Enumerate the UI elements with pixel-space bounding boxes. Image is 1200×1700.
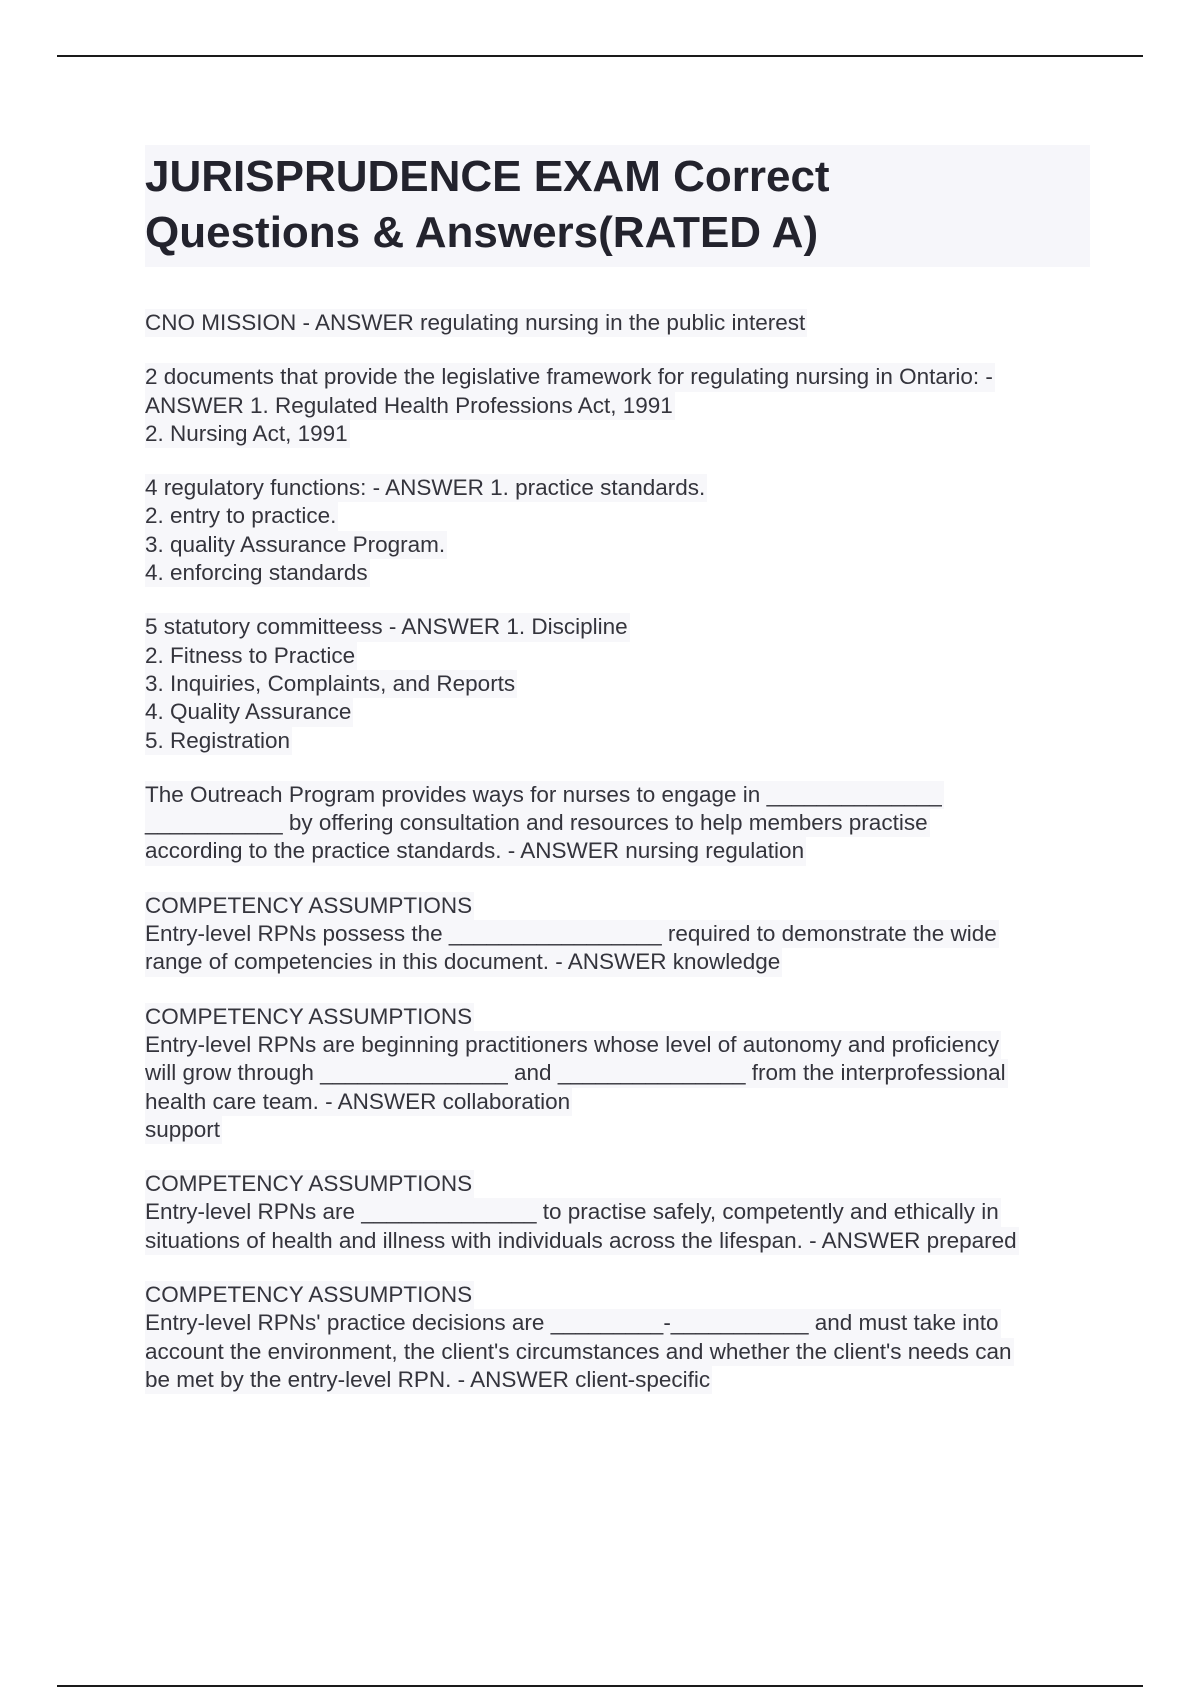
qa-line: situations of health and illness with individuals across the lifespan. - ANSWER prepared xyxy=(145,1227,1019,1255)
qa-line: COMPETENCY ASSUMPTIONS xyxy=(145,1170,474,1198)
qa-line: be met by the entry-level RPN. - ANSWER client-specific xyxy=(145,1366,712,1394)
qa-line: Entry-level RPNs are ______________ to practise safely, competently and ethically in xyxy=(145,1198,1001,1226)
qa-line: 2 documents that provide the legislative framework for regulating nursing in Ontario: - xyxy=(145,363,995,391)
qa-line: will grow through _______________ and _______________ from the interprofessional xyxy=(145,1059,1008,1087)
qa-line: 3. quality Assurance Program. xyxy=(145,531,447,559)
qa-line: according to the practice standards. - ANSWER nursing regulation xyxy=(145,837,806,865)
qa-line: COMPETENCY ASSUMPTIONS xyxy=(145,1281,474,1309)
qa-line: ___________ by offering consultation and resources to help members practise xyxy=(145,809,930,837)
qa-line: health care team. - ANSWER collaboration xyxy=(145,1088,572,1116)
qa-line: Entry-level RPNs are beginning practitioners whose level of autonomy and proficiency xyxy=(145,1031,1001,1059)
qa-statutory-committees xyxy=(145,613,1090,754)
qa-line: COMPETENCY ASSUMPTIONS xyxy=(145,1003,474,1031)
qa-line: support xyxy=(145,1116,222,1144)
qa-line: The Outreach Program provides ways for nurses to engage in ______________ xyxy=(145,781,944,809)
qa-line: Entry-level RPNs possess the _________________ required to demonstrate the wide xyxy=(145,920,999,948)
qa-line: Entry-level RPNs' practice decisions are _________-___________ and must take into xyxy=(145,1309,1001,1337)
qa-line: 5. Registration xyxy=(145,727,292,755)
qa-regulatory-functions xyxy=(145,474,1090,587)
qa-line: COMPETENCY ASSUMPTIONS xyxy=(145,892,474,920)
document-body xyxy=(145,145,1090,1420)
title-line: Questions & Answers(RATED A) xyxy=(145,208,819,257)
qa-competency-client-specific xyxy=(145,1281,1090,1394)
qa-competency-knowledge xyxy=(145,892,1090,977)
title-line: JURISPRUDENCE EXAM Correct xyxy=(145,152,830,201)
top-rule xyxy=(57,55,1143,57)
qa-line: 5 statutory committeess - ANSWER 1. Discipline xyxy=(145,613,630,641)
qa-line: ANSWER 1. Regulated Health Professions Act, 1991 xyxy=(145,392,675,420)
qa-competency-collaboration xyxy=(145,1003,1090,1144)
qa-line: 4. enforcing standards xyxy=(145,559,370,587)
qa-outreach-program xyxy=(145,781,1090,866)
qa-line: account the environment, the client's circumstances and whether the client's needs can xyxy=(145,1338,1014,1366)
qa-cno-mission xyxy=(145,309,1090,337)
qa-line: 2. Fitness to Practice xyxy=(145,642,357,670)
document-title xyxy=(145,145,1090,267)
qa-line: 3. Inquiries, Complaints, and Reports xyxy=(145,670,517,698)
bottom-rule xyxy=(57,1685,1143,1687)
qa-line: 4 regulatory functions: - ANSWER 1. practice standards. xyxy=(145,474,707,502)
qa-legislative-framework xyxy=(145,363,1090,448)
qa-line: range of competencies in this document. - ANSWER knowledge xyxy=(145,948,782,976)
qa-competency-prepared xyxy=(145,1170,1090,1255)
qa-line: CNO MISSION - ANSWER regulating nursing in the public interest xyxy=(145,309,807,337)
qa-line: 2. entry to practice. xyxy=(145,502,338,530)
qa-line: 2. Nursing Act, 1991 xyxy=(145,420,350,448)
qa-line: 4. Quality Assurance xyxy=(145,698,353,726)
